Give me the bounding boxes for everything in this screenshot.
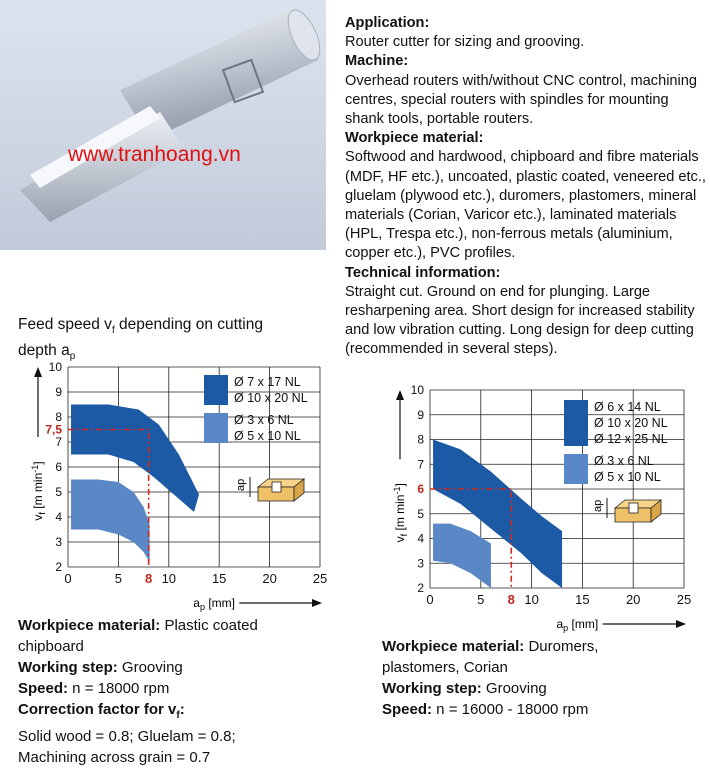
legend-label: Ø 6 x 14 NL [594, 400, 661, 414]
right-material-value: Duromers, [524, 638, 599, 655]
y-tick-label: 5 [55, 485, 62, 499]
left-step-label: Working step: [18, 659, 118, 676]
x-tick-label: 15 [211, 571, 227, 586]
left-correction-label: Correction factor for $v_f$: [18, 701, 185, 721]
y-tick-label: 3 [417, 556, 424, 571]
series-band-2 [433, 524, 491, 588]
chart-title: Feed speed $v_f$ depending on cutting depth $a_p$ [18, 316, 263, 363]
groove-inset-icon [250, 477, 304, 501]
y-tick-label: 4 [55, 510, 62, 524]
x-tick-label: 8 [507, 592, 515, 607]
inset-ap-label: ap [235, 478, 247, 491]
groove-inset-icon [607, 498, 661, 522]
y-tick-label: 6 [55, 460, 62, 474]
workpiece-label: Workpiece material: [345, 130, 484, 147]
x-tick-label: 10 [161, 571, 177, 586]
legend-label: Ø 3 x 6 NL [594, 454, 654, 468]
y-tick-label: 5 [417, 506, 424, 521]
legend-swatch-1 [564, 400, 588, 446]
y-tick-label: 8 [55, 410, 62, 424]
right-speed-label: Speed: [382, 701, 433, 718]
x-tick-label: 5 [477, 592, 485, 607]
left-correction-line2: Machining across grain = 0.7 [18, 749, 211, 766]
product-info [345, 14, 707, 360]
y-tick-label: 9 [55, 385, 62, 399]
left-material-value2: chipboard [18, 638, 84, 655]
left-material-label: Workpiece material: [18, 617, 161, 634]
x-axis-arrow [239, 599, 322, 607]
y-tick-label: 10 [410, 383, 424, 397]
right-info [382, 636, 598, 720]
machine-text: Overhead routers with/without CNC control, machining centres, special routers with spindles for mounting shank tools, portable routers. [345, 72, 698, 128]
watermark-text: www.tranhoang.vn [68, 143, 241, 166]
application-text: Router cutter for sizing and grooving. [345, 34, 585, 51]
x-tick-label: 20 [625, 592, 641, 607]
y-tick-label: 4 [417, 531, 424, 546]
y-tick-label: 2 [55, 560, 62, 574]
left-speed-label: Speed: [18, 680, 69, 697]
y-axis-label: $v_f$ [m $\min^{-1}$] [30, 461, 47, 521]
right-material-value2: plastomers, Corian [382, 659, 508, 676]
y-tick-label: 10 [48, 360, 62, 374]
x-tick-label: 0 [426, 592, 434, 607]
y-tick-label: 8 [417, 432, 424, 447]
left-material-value: Plastic coated [160, 617, 258, 634]
legend-swatch-2 [564, 454, 588, 484]
y-tick-label: 7,5 [45, 422, 62, 437]
legend-label: Ø 5 x 10 NL [234, 429, 301, 443]
x-axis-label: $a_p$ [mm] [556, 617, 599, 633]
workpiece-text: Softwood and hardwood, chipboard and fibre materials (MDF, HF etc.), uncoated, plastic coated, veneered etc., gluelam (plywood etc.), duromers, plastomers, mineral materials (Corian, Varicor etc.), laminated materials (HPL, Trespa etc.), non-ferrous metals (aluminium, copper etc.), PVC profiles. [345, 149, 706, 262]
right-material-label: Workpiece material: [382, 638, 525, 655]
x-tick-label: 10 [524, 592, 539, 607]
x-axis-arrow [603, 620, 686, 628]
x-tick-label: 5 [114, 571, 123, 586]
router-cutter-image [0, 0, 326, 250]
application-label: Application: [345, 15, 430, 31]
y-axis-arrow [396, 390, 404, 459]
left-info [18, 615, 258, 768]
legend-swatch-1 [204, 375, 228, 405]
x-tick-label: 20 [262, 571, 277, 586]
left-step-value: Grooving [117, 659, 183, 676]
x-axis-label: $a_p$ [mm] [193, 596, 236, 612]
legend-label: Ø 12 x 25 NL [594, 432, 668, 446]
legend-label: Ø 10 x 20 NL [594, 416, 668, 430]
right-speed-value: n = 16000 - 18000 rpm [432, 701, 589, 718]
y-tick-label: 2 [417, 581, 424, 595]
left-correction-line1: Solid wood = 0.8; Gluelam = 0.8; [18, 728, 236, 745]
legend-label: Ø 5 x 10 NL [594, 470, 661, 484]
y-axis-label: $v_f$ [m $\min^{-1}$] [392, 483, 409, 543]
legend-swatch-2 [204, 413, 228, 443]
x-tick-label: 25 [676, 592, 692, 607]
x-tick-label: 8 [145, 571, 153, 586]
right-step-label: Working step: [382, 680, 482, 697]
x-tick-label: 0 [64, 571, 72, 586]
x-tick-label: 25 [312, 571, 328, 586]
chart-right [360, 378, 710, 638]
product-photo [0, 0, 326, 250]
legend-label: Ø 10 x 20 NL [234, 391, 308, 405]
y-axis-arrow [34, 367, 42, 437]
inset-ap-label: ap [592, 499, 604, 512]
right-step-value: Grooving [481, 680, 547, 697]
legend-label: Ø 3 x 6 NL [234, 413, 294, 427]
machine-label: Machine: [345, 53, 409, 70]
y-tick-label: 7 [417, 457, 424, 472]
y-tick-label: 7 [55, 435, 62, 449]
chart-left [0, 355, 340, 620]
y-tick-label: 9 [417, 407, 424, 422]
y-tick-label: 6 [417, 482, 424, 496]
y-tick-label: 3 [55, 535, 62, 549]
x-tick-label: 15 [575, 592, 590, 607]
legend-label: Ø 7 x 17 NL [234, 375, 301, 389]
technical-label: Technical information: [345, 264, 501, 281]
technical-text: Straight cut. Ground on end for plunging. Large resharpening area. Short design for increased stability and low vibration cutting. Long design for deep cutting (recommended in several steps). [345, 283, 695, 358]
left-speed-value: n = 18000 rpm [68, 680, 170, 697]
